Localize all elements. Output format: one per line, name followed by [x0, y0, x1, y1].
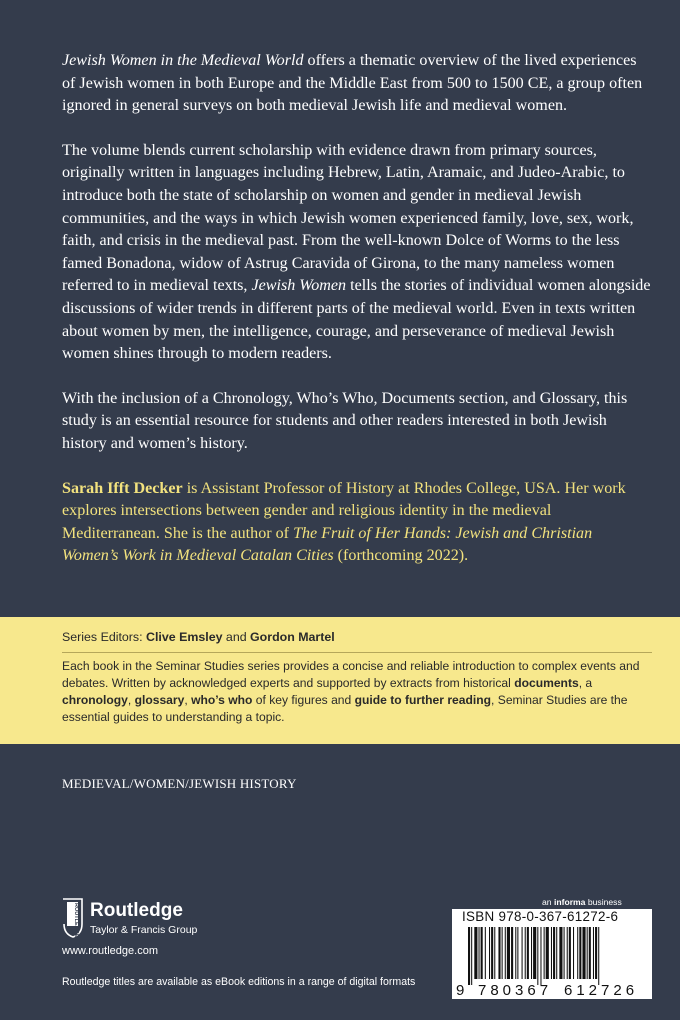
- publisher-website: www.routledge.com: [62, 945, 158, 957]
- informa-a: an: [542, 897, 554, 907]
- barcode-bar: [546, 927, 549, 979]
- blurb-paragraph-3: [62, 388, 652, 456]
- barcode-bar: [481, 927, 483, 979]
- barcode-bar: [567, 927, 568, 979]
- barcode-digits-right: 612726: [564, 982, 639, 999]
- barcode-bar: [577, 927, 578, 979]
- barcode-bar: [556, 927, 557, 979]
- barcode-bar: [553, 927, 555, 979]
- barcode-bar: [471, 927, 472, 985]
- blurb-paragraph-1: [62, 50, 652, 118]
- series-editors: [62, 630, 335, 644]
- barcode-bar: [537, 927, 538, 985]
- short-title-italic: Jewish Women: [251, 277, 347, 295]
- barcode-bar: [507, 927, 510, 979]
- barcode-bar: [533, 927, 536, 979]
- barcode-bar: [485, 927, 486, 979]
- barcode-bar: [531, 927, 532, 979]
- barcode-bar: [527, 927, 529, 979]
- barcode-bar: [582, 927, 585, 979]
- book-title-italic: Jewish Women in the Medieval World: [62, 52, 304, 69]
- barcode-bar: [589, 927, 591, 979]
- series-editors-label: Series Editors:: [62, 630, 147, 644]
- series-sep-1: , a: [578, 676, 593, 690]
- barcode-bar: [540, 927, 541, 985]
- blurb-paragraph-2-text-a: The volume blends current scholarship with evidence drawn from primary sources, originally written in languages including Hebrew, Latin, Aramaic, and Judeo-Arabic, to introduce both the state of scholarship on women and gender in medieval Jewish communities, and the ways in which Jewish women experienced family, love, sex, work, faith, and crisis in the medieval past. From the well-known Dolce of Worms to the less famed Bonadona, widow of Astrug Caravida of Girona, to the many nameless women referred to in medieval texts,: [62, 141, 634, 295]
- ebook-footnote: Routledge titles are available as eBook editions in a range of digital formats: [62, 976, 416, 988]
- author-bio-text-b: (forthcoming 2022).: [333, 547, 469, 565]
- author-bio: [62, 478, 652, 568]
- series-sep-2: ,: [127, 693, 135, 707]
- series-kw-chronology: chronology: [62, 693, 128, 707]
- series-editor-2: Gordon Martel: [250, 630, 335, 644]
- barcode-bar: [489, 927, 490, 979]
- barcode-bar: [544, 927, 545, 979]
- blurb-paragraph-3-text: With the inclusion of a Chronology, Who’s Who, Documents section, and Glossary, this study is an essential resource for students and other readers interested in both Jewish history and women’s history.: [62, 389, 628, 452]
- series-desc-a: Each book in the Seminar Studies series provides a concise and reliable introduction to complex events and debates. Written by acknowledged experts and supported by extracts from historical: [62, 659, 640, 690]
- series-kw-whos-who: who’s who: [191, 693, 253, 707]
- author-name: Sarah Ifft Decker: [62, 479, 183, 497]
- barcode-bar: [511, 927, 513, 979]
- series-sep-3: ,: [184, 693, 192, 707]
- barcode-bar: [515, 927, 516, 979]
- barcode-bar: [569, 927, 571, 979]
- routledge-mark-text: ROUTLEDGE: [73, 903, 79, 938]
- blurb-paragraph-2: [62, 140, 652, 366]
- barcode-bar: [598, 927, 599, 985]
- isbn-number: ISBN 978-0-367-61272-6: [462, 909, 619, 924]
- barcode-bar: [479, 927, 480, 979]
- barcode-bar: [474, 927, 477, 979]
- barcode-bar: [505, 927, 506, 979]
- publisher-group: Taylor & Francis Group: [90, 924, 198, 936]
- blurb-paragraph-1-text: offers a thematic overview of the lived experiences of Jewish women in both Europe and the Middle East from 500 to 1500 CE, a group often ignored in general surveys on both medieval Jewish life and medieval women.: [62, 52, 643, 115]
- series-editor-1: Clive Emsley: [146, 630, 223, 644]
- series-description: [62, 658, 662, 726]
- informa-c: business: [585, 897, 622, 907]
- isbn-barcode: [452, 909, 652, 999]
- barcode-bar: [522, 927, 523, 979]
- barcode-bar: [595, 927, 597, 979]
- informa-tagline: [542, 897, 622, 907]
- barcode-bar: [494, 927, 495, 979]
- back-cover-blurb: [62, 50, 652, 568]
- publisher-name: Routledge: [90, 900, 183, 921]
- barcode-bars: [468, 927, 599, 985]
- barcode-bar: [564, 927, 565, 979]
- series-editors-and: and: [222, 630, 251, 644]
- barcode-digits-left: 780367: [478, 982, 553, 999]
- barcode-bar: [593, 927, 594, 979]
- series-desc-c: , Seminar Studies are the essential guides to understanding a topic.: [62, 693, 628, 724]
- author-bio-text-a: is Assistant Professor of History at Rhodes College, USA. Her work explores intersections between gender and religious identity in the medieval Mediterranean. She is the author of: [62, 479, 626, 542]
- series-info-box: [0, 617, 680, 744]
- barcode-digit-first: 9: [456, 982, 465, 999]
- barcode-bar: [579, 927, 581, 979]
- informa-b: informa: [553, 897, 586, 907]
- barcode-bar: [559, 927, 562, 979]
- series-desc-b: of key figures and: [252, 693, 355, 707]
- routledge-mark-icon: [62, 898, 84, 938]
- barcode-bar: [573, 927, 574, 979]
- subject-category: MEDIEVAL/WOMEN/JEWISH HISTORY: [62, 776, 297, 791]
- barcode-bar: [517, 927, 518, 979]
- blurb-paragraph-2-text-b: tells the stories of individual women alongside discussions of wider trends in different parts of the medieval world. Even in texts written about women by men, the intelligence, courage, and perseverance of medieval Jewish women shines through to modern readers.: [62, 277, 651, 363]
- series-kw-glossary: glossary: [134, 693, 185, 707]
- series-kw-further-reading: guide to further reading: [354, 693, 492, 707]
- barcode-bar: [498, 927, 500, 979]
- barcode-bar: [491, 927, 493, 979]
- series-divider: [62, 652, 652, 653]
- barcode-bar: [587, 927, 588, 979]
- author-book-title: The Fruit of Her Hands: Jewish and Christian Women’s Work in Medieval Catalan Cities: [62, 524, 593, 565]
- series-kw-documents: documents: [514, 676, 579, 690]
- barcode-bar: [468, 927, 470, 985]
- barcode-bar: [551, 927, 552, 979]
- barcode-bar: [502, 927, 503, 979]
- publisher-logo: [62, 898, 222, 942]
- barcode-bar: [525, 927, 526, 979]
